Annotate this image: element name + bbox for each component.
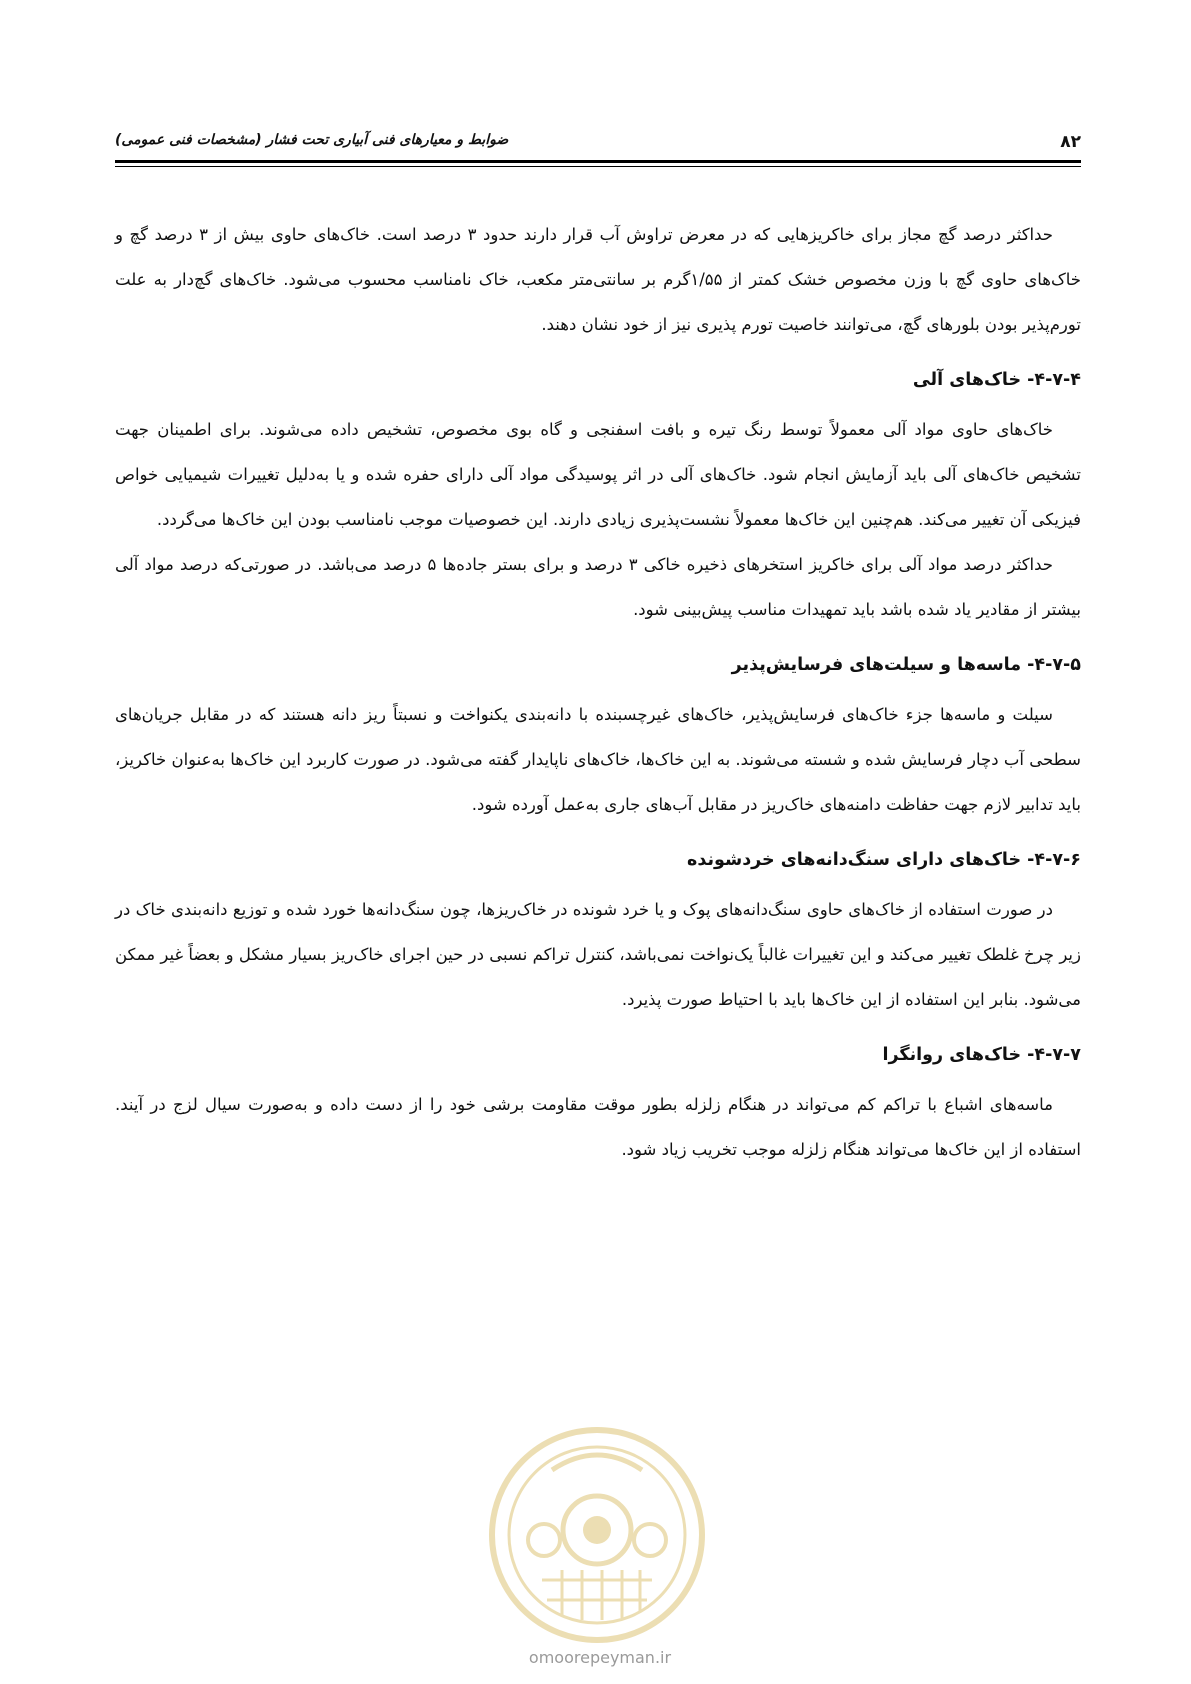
paragraph-gypsum-soils: حداکثر درصد گچ مجاز برای خاکریزهایی که در معرض تراوش آب قرار دارند حدود ۳ درصد است. خاک‌های حاوی بیش از ۳ درصد گچ و خاک‌های حاوی گچ با وزن مخصوص خشک کمتر از ۱/۵۵گرم بر سانتی‌متر مکعب، خاک نامناسب محسوب می‌شود. خاک‌های گچ‌دار به علت تورم‌پذیر بودن بلورهای گچ، می‌توانند خاصیت تورم پذیری نیز از خود نشان دهند. [115,225,1081,334]
heading-erodible-sands-silts: ۴-۷-۵- ماسه‌ها و سیلت‌های فرسایش‌پذیر [731,655,1081,675]
watermark-seal-icon [482,1420,712,1650]
header-rule-thin [115,166,1081,167]
paragraph-erodible-sands-silts: سیلت و ماسه‌ها جزء خاک‌های فرسایش‌پذیر، خاک‌های غیرچسبنده با دانه‌بندی یکنواخت و نسبتاً ریز دانه هستند که در مقابل جریان‌های سطحی آب دچار فرسایش شده و شسته می‌شوند. به این خاک‌ها، خاک‌های ناپایدار گفته می‌شود. در صورت کاربرد این خاک‌ها به‌عنوان خاکریز، باید تدابیر لازم جهت حفاظت دامنه‌های خاک‌ریز در مقابل آب‌های جاری به‌عمل آورده شود. [115,705,1081,814]
heading-organic-soils: ۴-۷-۴- خاک‌های آلی [912,370,1081,390]
heading-liquefiable-soils: ۴-۷-۷- خاک‌های روانگرا [882,1045,1081,1065]
heading-crushable-aggregates: ۴-۷-۶- خاک‌های دارای سنگ‌دانه‌های خردشونده [687,850,1081,870]
page-number: ۸۲ [1060,132,1081,152]
running-title: ضوابط و معیارهای فنی آبیاری تحت فشار (مشخصات فنی عمومی) [115,132,509,148]
paragraph-organic-soils-2: حداکثر درصد مواد آلی برای خاکریز استخرهای ذخیره خاکی ۳ درصد و برای بستر جاده‌ها ۵ درصد می‌باشد. در صورتی‌که درصد مواد آلی بیشتر از مقادیر یاد شده باشد باید تمهیدات مناسب پیش‌بینی شود. [115,555,1081,619]
watermark-text: omoorepeyman.ir [528,1648,672,1667]
header-rule-thick [115,160,1081,163]
document-body [115,212,1081,1172]
page-header [115,128,1081,158]
paragraph-crushable-aggregates: در صورت استفاده از خاک‌های حاوی سنگ‌دانه‌های پوک و یا خرد شونده در خاک‌ریزها، چون سنگ‌دانه‌ها خورد شده و توزیع دانه‌بندی خاک در زیر چرخ غلطک تغییر می‌کند و این تغییرات غالباً یک‌نواخت نمی‌باشد، کنترل تراکم نسبی در حین اجرای خاک‌ریز بسیار مشکل و بعضاً غیر ممکن می‌شود. بنابر این استفاده از این خاک‌ها باید با احتیاط صورت پذیرد. [115,900,1081,1009]
paragraph-liquefiable-soils: ماسه‌های اشباع با تراکم کم می‌تواند در هنگام زلزله بطور موقت مقاومت برشی خود را از دست داده و به‌صورت سیال لزج در آیند. استفاده از این خاک‌ها می‌تواند هنگام زلزله موجب تخریب زیاد شود. [115,1095,1081,1159]
paragraph-organic-soils-1: خاک‌های حاوی مواد آلی معمولاً توسط رنگ تیره و بافت اسفنجی و گاه بوی مخصوص، تشخیص داده می‌شوند. برای اطمینان جهت تشخیص خاک‌های آلی باید آزمایش انجام شود. خاک‌های آلی در اثر پوسیدگی مواد آلی دارای حفره شده و یا به‌دلیل تغییرات شیمیایی خواص فیزیکی آن تغییر می‌کند. هم‌چنین این خاک‌ها معمولاً نشست‌پذیری زیادی دارند. این خصوصیات موجب نامناسب بودن این خاک‌ها می‌گردد. [115,420,1081,529]
